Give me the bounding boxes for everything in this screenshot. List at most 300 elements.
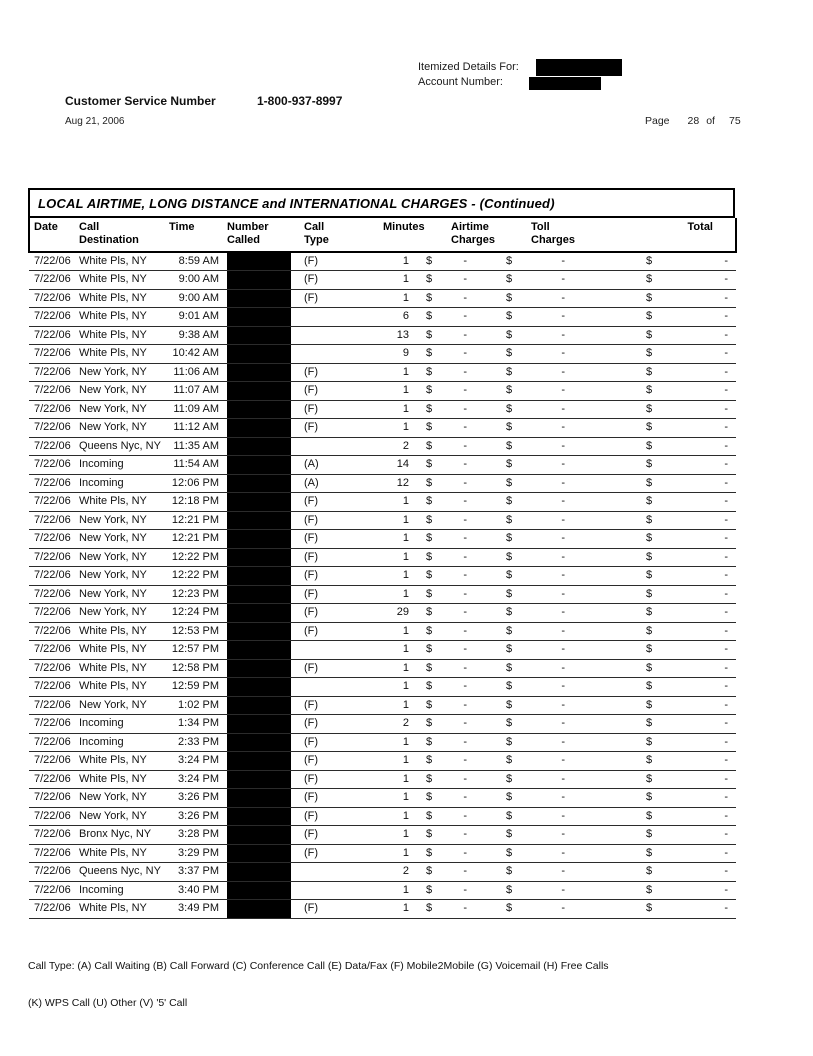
zero-amount: - [561, 754, 565, 767]
call-type [291, 326, 353, 345]
call-minutes: 1 [353, 752, 419, 771]
call-time: 12:59 PM [169, 678, 227, 697]
total-charge [607, 474, 736, 493]
currency-symbol: $ [646, 365, 653, 378]
call-row [29, 678, 736, 697]
zero-amount: - [724, 624, 728, 637]
zero-amount: - [561, 458, 565, 471]
call-destination: White Pls, NY [79, 345, 169, 364]
charges-table [28, 188, 735, 919]
zero-amount: - [463, 735, 467, 748]
call-row [29, 641, 736, 660]
currency-symbol: $ [646, 402, 653, 415]
total-charge [607, 844, 736, 863]
currency-symbol: $ [506, 735, 513, 748]
col-header-number: Number Called [227, 218, 291, 252]
currency-symbol: $ [506, 624, 513, 637]
currency-symbol: $ [506, 310, 513, 323]
call-time: 9:38 AM [169, 326, 227, 345]
call-date: 7/22/06 [29, 530, 79, 549]
redacted-number-called [227, 585, 291, 604]
zero-amount: - [724, 809, 728, 822]
currency-symbol: $ [646, 439, 653, 452]
call-destination: New York, NY [79, 807, 169, 826]
call-minutes: 1 [353, 881, 419, 900]
call-time: 12:58 PM [169, 659, 227, 678]
zero-amount: - [561, 791, 565, 804]
currency-symbol: $ [426, 328, 433, 341]
call-time: 12:22 PM [169, 567, 227, 586]
col-header-date: Date [29, 218, 79, 252]
total-charge [607, 678, 736, 697]
currency-symbol: $ [426, 458, 433, 471]
call-minutes: 1 [353, 659, 419, 678]
call-date: 7/22/06 [29, 548, 79, 567]
zero-amount: - [463, 347, 467, 360]
call-destination: White Pls, NY [79, 844, 169, 863]
redacted-number-called [227, 881, 291, 900]
currency-symbol: $ [646, 347, 653, 360]
zero-amount: - [463, 439, 467, 452]
toll-charge [495, 678, 607, 697]
page-total: 75 [728, 115, 741, 127]
statement-date: Aug 21, 2006 [65, 116, 125, 127]
currency-symbol: $ [646, 661, 653, 674]
currency-symbol: $ [426, 587, 433, 600]
currency-symbol: $ [426, 569, 433, 582]
call-date: 7/22/06 [29, 493, 79, 512]
airtime-charge [419, 622, 495, 641]
call-type-legend-line1: Call Type: (A) Call Waiting (B) Call Forward (C) Conference Call (E) Data/Fax (F) Mobile2Mobile (G) Voicemail (H) Free Calls [28, 960, 609, 972]
zero-amount: - [561, 680, 565, 693]
total-charge [607, 622, 736, 641]
call-date: 7/22/06 [29, 715, 79, 734]
call-destination: Incoming [79, 881, 169, 900]
call-minutes: 1 [353, 678, 419, 697]
toll-charge [495, 826, 607, 845]
currency-symbol: $ [426, 255, 433, 267]
zero-amount: - [463, 717, 467, 730]
call-time: 1:34 PM [169, 715, 227, 734]
zero-amount: - [724, 402, 728, 415]
zero-amount: - [463, 569, 467, 582]
zero-amount: - [724, 754, 728, 767]
call-row [29, 659, 736, 678]
total-charge [607, 826, 736, 845]
currency-symbol: $ [426, 624, 433, 637]
call-destination: New York, NY [79, 789, 169, 808]
zero-amount: - [724, 347, 728, 360]
zero-amount: - [561, 495, 565, 508]
total-charge [607, 567, 736, 586]
call-date: 7/22/06 [29, 437, 79, 456]
zero-amount: - [561, 772, 565, 785]
call-destination: New York, NY [79, 585, 169, 604]
customer-service-label: Customer Service Number [65, 94, 216, 108]
call-row [29, 715, 736, 734]
call-date: 7/22/06 [29, 308, 79, 327]
currency-symbol: $ [646, 772, 653, 785]
total-charge [607, 530, 736, 549]
call-type: (F) [291, 807, 353, 826]
zero-amount: - [463, 883, 467, 896]
zero-amount: - [724, 328, 728, 341]
currency-symbol: $ [426, 550, 433, 563]
currency-symbol: $ [646, 291, 653, 304]
currency-symbol: $ [506, 513, 513, 526]
call-type: (F) [291, 289, 353, 308]
zero-amount: - [463, 310, 467, 323]
call-detail-table [28, 218, 737, 919]
call-row [29, 881, 736, 900]
call-minutes: 12 [353, 474, 419, 493]
call-destination: New York, NY [79, 363, 169, 382]
toll-charge [495, 567, 607, 586]
zero-amount: - [561, 439, 565, 452]
call-date: 7/22/06 [29, 789, 79, 808]
call-type [291, 437, 353, 456]
redacted-number-called [227, 511, 291, 530]
toll-charge [495, 363, 607, 382]
airtime-charge [419, 493, 495, 512]
airtime-charge [419, 770, 495, 789]
toll-charge [495, 604, 607, 623]
total-charge [607, 382, 736, 401]
airtime-charge [419, 733, 495, 752]
call-row [29, 863, 736, 882]
call-type [291, 863, 353, 882]
call-time: 11:06 AM [169, 363, 227, 382]
call-minutes: 2 [353, 863, 419, 882]
call-time: 11:07 AM [169, 382, 227, 401]
call-minutes: 1 [353, 844, 419, 863]
total-charge [607, 733, 736, 752]
currency-symbol: $ [646, 421, 653, 434]
zero-amount: - [561, 717, 565, 730]
call-time: 3:37 PM [169, 863, 227, 882]
call-time: 12:53 PM [169, 622, 227, 641]
currency-symbol: $ [506, 680, 513, 693]
zero-amount: - [561, 809, 565, 822]
call-type: (F) [291, 622, 353, 641]
total-charge [607, 641, 736, 660]
zero-amount: - [724, 476, 728, 489]
currency-symbol: $ [426, 384, 433, 397]
call-row [29, 900, 736, 919]
currency-symbol: $ [426, 698, 433, 711]
call-date: 7/22/06 [29, 456, 79, 475]
currency-symbol: $ [646, 273, 653, 286]
total-charge [607, 437, 736, 456]
airtime-charge [419, 326, 495, 345]
zero-amount: - [724, 643, 728, 656]
call-date: 7/22/06 [29, 733, 79, 752]
zero-amount: - [463, 255, 467, 267]
redacted-number-called [227, 604, 291, 623]
currency-symbol: $ [426, 809, 433, 822]
currency-symbol: $ [646, 495, 653, 508]
call-time: 8:59 AM [169, 252, 227, 271]
zero-amount: - [724, 587, 728, 600]
total-charge [607, 511, 736, 530]
currency-symbol: $ [426, 421, 433, 434]
call-type: (A) [291, 474, 353, 493]
call-minutes: 6 [353, 308, 419, 327]
currency-symbol: $ [426, 680, 433, 693]
call-time: 11:35 AM [169, 437, 227, 456]
zero-amount: - [724, 865, 728, 878]
call-minutes: 1 [353, 511, 419, 530]
redacted-number-called [227, 622, 291, 641]
call-date: 7/22/06 [29, 900, 79, 919]
currency-symbol: $ [426, 513, 433, 526]
zero-amount: - [561, 587, 565, 600]
currency-symbol: $ [646, 717, 653, 730]
currency-symbol: $ [506, 587, 513, 600]
call-date: 7/22/06 [29, 659, 79, 678]
currency-symbol: $ [646, 255, 653, 267]
zero-amount: - [561, 328, 565, 341]
call-date: 7/22/06 [29, 326, 79, 345]
call-destination: White Pls, NY [79, 678, 169, 697]
currency-symbol: $ [646, 569, 653, 582]
currency-symbol: $ [646, 606, 653, 619]
col-header-total: Total [607, 218, 736, 252]
zero-amount: - [561, 513, 565, 526]
currency-symbol: $ [426, 661, 433, 674]
redacted-number-called [227, 252, 291, 271]
zero-amount: - [463, 865, 467, 878]
call-destination: Incoming [79, 715, 169, 734]
currency-symbol: $ [506, 809, 513, 822]
call-time: 11:09 AM [169, 400, 227, 419]
call-date: 7/22/06 [29, 678, 79, 697]
call-destination: New York, NY [79, 604, 169, 623]
call-minutes: 1 [353, 622, 419, 641]
call-row [29, 456, 736, 475]
currency-symbol: $ [646, 698, 653, 711]
redacted-number-called [227, 326, 291, 345]
call-date: 7/22/06 [29, 567, 79, 586]
call-row [29, 252, 736, 271]
zero-amount: - [561, 606, 565, 619]
call-row [29, 826, 736, 845]
zero-amount: - [561, 365, 565, 378]
call-minutes: 1 [353, 733, 419, 752]
call-destination: White Pls, NY [79, 622, 169, 641]
currency-symbol: $ [506, 754, 513, 767]
call-minutes: 2 [353, 437, 419, 456]
call-row [29, 437, 736, 456]
total-charge [607, 326, 736, 345]
col-header-airtime: Airtime Charges [419, 218, 495, 252]
toll-charge [495, 733, 607, 752]
currency-symbol: $ [506, 606, 513, 619]
toll-charge [495, 437, 607, 456]
call-type: (F) [291, 567, 353, 586]
currency-symbol: $ [506, 347, 513, 360]
call-destination: White Pls, NY [79, 770, 169, 789]
zero-amount: - [724, 772, 728, 785]
currency-symbol: $ [646, 902, 653, 915]
call-type: (F) [291, 752, 353, 771]
airtime-charge [419, 437, 495, 456]
currency-symbol: $ [506, 328, 513, 341]
redacted-number-called [227, 752, 291, 771]
zero-amount: - [561, 661, 565, 674]
redacted-number-called [227, 456, 291, 475]
page-number: 28 [687, 115, 700, 127]
currency-symbol: $ [646, 883, 653, 896]
call-date: 7/22/06 [29, 382, 79, 401]
toll-charge [495, 548, 607, 567]
call-row [29, 400, 736, 419]
total-charge [607, 308, 736, 327]
call-row [29, 548, 736, 567]
redacted-number-called [227, 493, 291, 512]
zero-amount: - [724, 680, 728, 693]
call-minutes: 1 [353, 493, 419, 512]
zero-amount: - [724, 902, 728, 915]
call-minutes: 9 [353, 345, 419, 364]
call-row [29, 308, 736, 327]
call-row [29, 345, 736, 364]
zero-amount: - [463, 550, 467, 563]
call-date: 7/22/06 [29, 363, 79, 382]
currency-symbol: $ [426, 439, 433, 452]
zero-amount: - [561, 291, 565, 304]
call-row [29, 419, 736, 438]
call-date: 7/22/06 [29, 863, 79, 882]
currency-symbol: $ [506, 550, 513, 563]
call-minutes: 1 [353, 567, 419, 586]
redacted-number-called [227, 844, 291, 863]
call-time: 12:06 PM [169, 474, 227, 493]
call-time: 3:26 PM [169, 789, 227, 808]
currency-symbol: $ [506, 865, 513, 878]
call-destination: Incoming [79, 456, 169, 475]
zero-amount: - [463, 532, 467, 545]
call-time: 12:21 PM [169, 530, 227, 549]
zero-amount: - [463, 698, 467, 711]
currency-symbol: $ [646, 310, 653, 323]
call-date: 7/22/06 [29, 604, 79, 623]
total-charge [607, 345, 736, 364]
total-charge [607, 900, 736, 919]
zero-amount: - [724, 791, 728, 804]
currency-symbol: $ [506, 458, 513, 471]
page-label: Page [645, 115, 670, 127]
call-type: (F) [291, 511, 353, 530]
zero-amount: - [463, 902, 467, 915]
call-destination: White Pls, NY [79, 659, 169, 678]
call-type: (F) [291, 419, 353, 438]
currency-symbol: $ [646, 643, 653, 656]
call-minutes: 1 [353, 363, 419, 382]
call-minutes: 13 [353, 326, 419, 345]
airtime-charge [419, 382, 495, 401]
call-destination: New York, NY [79, 567, 169, 586]
call-date: 7/22/06 [29, 881, 79, 900]
call-minutes: 1 [353, 696, 419, 715]
call-row [29, 604, 736, 623]
call-minutes: 1 [353, 826, 419, 845]
currency-symbol: $ [426, 865, 433, 878]
zero-amount: - [724, 735, 728, 748]
currency-symbol: $ [426, 402, 433, 415]
zero-amount: - [463, 587, 467, 600]
toll-charge [495, 326, 607, 345]
table-title: LOCAL AIRTIME, LONG DISTANCE and INTERNATIONAL CHARGES - (Continued) [28, 188, 735, 218]
zero-amount: - [724, 513, 728, 526]
call-minutes: 1 [353, 585, 419, 604]
call-date: 7/22/06 [29, 696, 79, 715]
col-header-destination: Call Destination [79, 218, 169, 252]
call-time: 11:54 AM [169, 456, 227, 475]
call-date: 7/22/06 [29, 622, 79, 641]
toll-charge [495, 530, 607, 549]
currency-symbol: $ [506, 255, 513, 267]
airtime-charge [419, 308, 495, 327]
call-time: 3:28 PM [169, 826, 227, 845]
call-row [29, 474, 736, 493]
col-header-toll: Toll Charges [495, 218, 607, 252]
call-date: 7/22/06 [29, 511, 79, 530]
currency-symbol: $ [426, 606, 433, 619]
redacted-number-called [227, 807, 291, 826]
toll-charge [495, 622, 607, 641]
call-date: 7/22/06 [29, 400, 79, 419]
call-type [291, 308, 353, 327]
call-destination: New York, NY [79, 419, 169, 438]
zero-amount: - [561, 421, 565, 434]
currency-symbol: $ [506, 532, 513, 545]
zero-amount: - [724, 717, 728, 730]
call-type: (F) [291, 604, 353, 623]
currency-symbol: $ [646, 865, 653, 878]
zero-amount: - [463, 291, 467, 304]
call-minutes: 1 [353, 419, 419, 438]
zero-amount: - [561, 624, 565, 637]
currency-symbol: $ [506, 273, 513, 286]
currency-symbol: $ [506, 384, 513, 397]
airtime-charge [419, 511, 495, 530]
redacted-number-called [227, 474, 291, 493]
total-charge [607, 807, 736, 826]
currency-symbol: $ [506, 365, 513, 378]
toll-charge [495, 807, 607, 826]
call-destination: White Pls, NY [79, 289, 169, 308]
call-rows [29, 252, 736, 918]
total-charge [607, 659, 736, 678]
zero-amount: - [724, 384, 728, 397]
call-date: 7/22/06 [29, 770, 79, 789]
call-destination: White Pls, NY [79, 252, 169, 271]
call-destination: Incoming [79, 733, 169, 752]
redacted-number-called [227, 548, 291, 567]
call-destination: Queens Nyc, NY [79, 863, 169, 882]
table-header [29, 218, 736, 252]
call-date: 7/22/06 [29, 807, 79, 826]
toll-charge [495, 382, 607, 401]
total-charge [607, 715, 736, 734]
zero-amount: - [724, 846, 728, 859]
airtime-charge [419, 271, 495, 290]
page-of-label: of [706, 115, 715, 127]
col-header-calltype: Call Type [291, 218, 353, 252]
zero-amount: - [724, 606, 728, 619]
currency-symbol: $ [646, 735, 653, 748]
